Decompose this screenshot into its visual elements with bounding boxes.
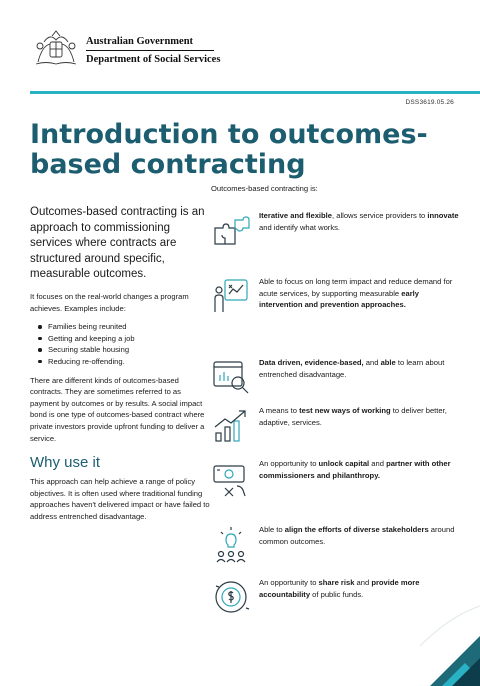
benefit-text: Able to focus on long term impact and reduce demand for acute services, by supporting measurable early intervention and prevention approaches.	[259, 277, 453, 310]
examples-list	[30, 321, 210, 367]
benefit-text: A means to test new ways of working to deliver better, adaptive, services.	[259, 406, 447, 427]
capital-icon	[211, 458, 251, 498]
lead-paragraph: Outcomes-based contracting is an approach to commissioning services where contracts are structured around specific, measurable outcomes.	[30, 206, 205, 281]
page-title: Introduction to outcomes-based contracting	[30, 119, 428, 180]
strategy-icon	[211, 276, 251, 316]
list-item: Getting and keeping a job	[38, 333, 210, 345]
kinds-paragraph: There are different kinds of outcomes-based contracts. They are sometimes referred to as payment by outcomes or by results. A social impact bond is one type of outcomes-based contract where private investors provide upfront funding to deliver a service.	[30, 375, 205, 443]
accent-rule	[30, 91, 480, 94]
data-analysis-icon	[211, 357, 251, 397]
shared-risk-icon	[211, 577, 251, 617]
government-header	[30, 28, 270, 84]
left-column	[30, 205, 210, 522]
puzzle-icon	[211, 210, 251, 250]
why-heading: Why use it	[30, 454, 101, 472]
decorative-corner	[390, 596, 480, 686]
growth-chart-icon	[211, 405, 251, 445]
benefit-text: An opportunity to unlock capital and partner with other commissioners and philanthropy.	[259, 459, 451, 480]
benefit-text: Data driven, evidence-based, and able to learn about entrenched disadvantage.	[259, 358, 445, 379]
list-item: Securing stable housing	[38, 344, 210, 356]
list-item: Families being reunited	[38, 321, 210, 333]
benefit-text: Iterative and flexible, allows service providers to innovate and identify what works.	[259, 211, 459, 232]
benefit-text: Able to align the efforts of diverse stakeholders around common outcomes.	[259, 525, 455, 546]
list-item: Reducing re-offending.	[38, 356, 210, 368]
focus-paragraph: It focuses on the real-world changes a program achieves. Examples include:	[30, 291, 189, 313]
why-paragraph: This approach can help achieve a range of policy objectives. It is often used where traditional funding approaches haven't delivered impact or have failed to address entrenched disadvantage.	[30, 477, 210, 521]
collaboration-icon	[211, 524, 251, 564]
right-intro: Outcomes-based contracting is:	[211, 184, 318, 193]
header-divider	[86, 50, 214, 51]
coat-of-arms-icon	[30, 28, 82, 70]
benefit-text: An opportunity to share risk and provide more accountability of public funds.	[259, 578, 420, 599]
document-code: DSS3619.05.26	[405, 99, 454, 106]
government-name: Australian Government	[86, 36, 194, 47]
department-name: Department of Social Services	[86, 54, 221, 65]
